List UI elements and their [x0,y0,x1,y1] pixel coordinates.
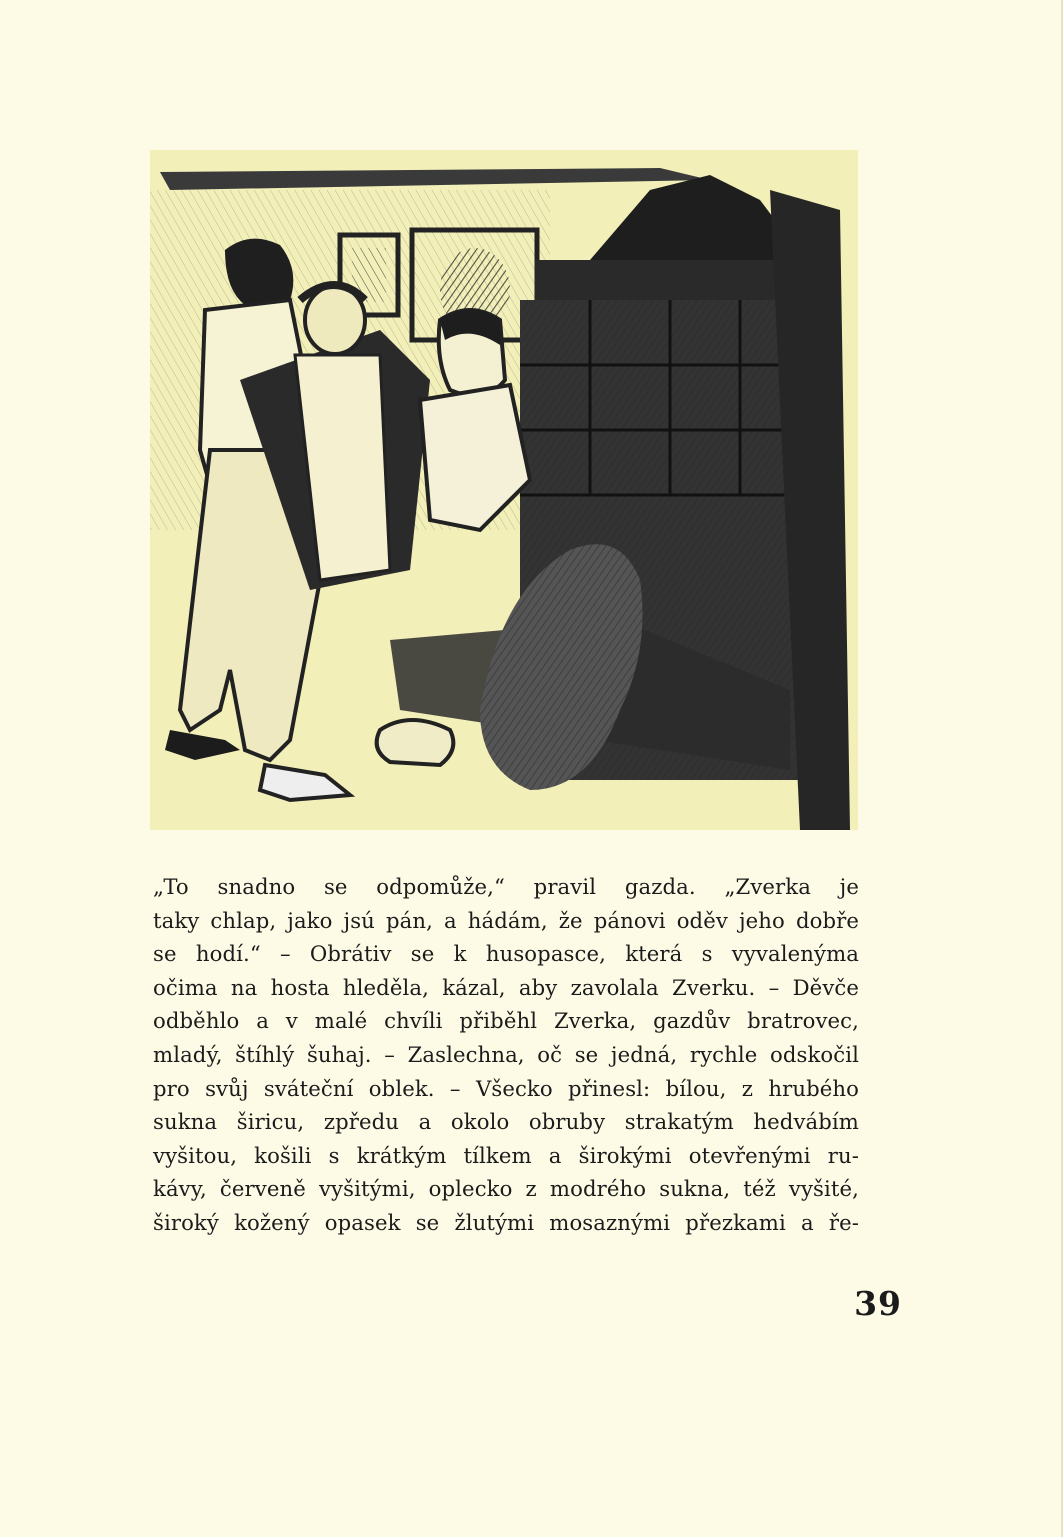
text-line: očima na hosta hleděla, kázal, aby zavolala Zverku. – Děvče [153,974,859,1000]
text-line: vyšitou, košili s krátkým tílkem a širokými otevřenými ru- [153,1142,859,1168]
illustration-drawing [150,150,858,830]
text-line: taky chlap, jako jsú pán, a hádám, že pánovi oděv jeho dobře [153,907,859,933]
text-line: se hodí.“ – Obrátiv se k husopasce, která s vyvalenýma [153,941,859,967]
body-text [153,870,859,1240]
text-line: mladý, štíhlý šuhaj. – Zaslechna, oč se jedná, rychle odskočil [153,1041,859,1067]
text-line: široký kožený opasek se žlutými mosaznými přezkami a ře- [153,1209,859,1235]
text-line: pro svůj sváteční oblek. – Všecko přinesl: bílou, z hrubého [153,1075,859,1101]
ceiling-beam [160,168,710,190]
text-line: „To snadno se odpomůže,“ pravil gazda. „Zverka je [153,874,859,899]
text-line: kávy, červeně vyšitými, oplecko z modrého sukna, též vyšité, [153,1176,859,1202]
text-line: odběhlo a v malé chvíli přiběhl Zverka, gazdův bratrovec, [153,1008,859,1034]
page-number: 39 [854,1284,902,1323]
text-line: sukna širicu, zpředu a okolo obruby strakatým hedvábím [153,1109,859,1135]
illustration [150,150,858,830]
